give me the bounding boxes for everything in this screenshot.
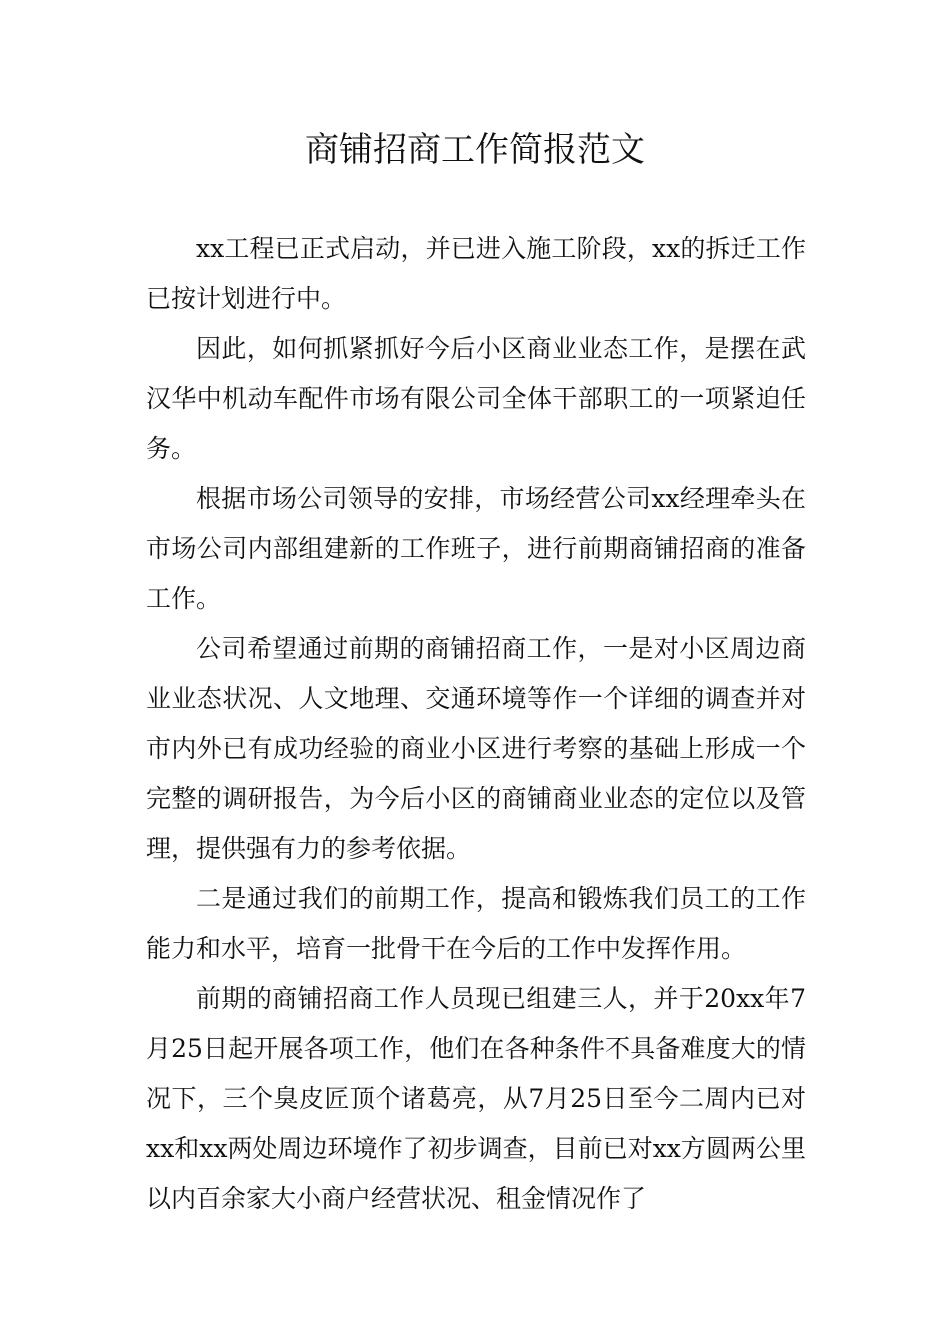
paragraph-6: 前期的商铺招商工作人员现已组建三人，并于20xx年7月25日起开展各项工作，他们在各种条件不具备难度大的情况下，三个臭皮匠顶个诸葛亮，从7月25日至今二周内已对xx和xx两处周边环境作了初步调查，目前已对xx方圆两公里以内百余家大小商户经营状况、租金情况作了: [146, 984, 806, 1213]
paragraph-1: xx工程已正式启动，并已进入施工阶段，xx的拆迁工作已按计划进行中。: [146, 234, 806, 313]
paragraph-2: 因此，如何抓紧抓好今后小区商业业态工作，是摆在武汉华中机动车配件市场有限公司全体干部职工的一项紧迫任务。: [146, 334, 806, 463]
paragraph-4: 公司希望通过前期的商铺招商工作，一是对小区周边商业业态状况、人文地理、交通环境等作一个详细的调查并对市内外已有成功经验的商业小区进行考察的基础上形成一个完整的调研报告，为今后小区的商铺商业业态的定位以及管理，提供强有力的参考依据。: [146, 634, 806, 863]
document-title: 商铺招商工作简报范文: [305, 130, 645, 170]
paragraph-5: 二是通过我们的前期工作，提高和锻炼我们员工的工作能力和水平，培育一批骨干在今后的工作中发挥作用。: [146, 884, 806, 963]
document-body: [146, 224, 806, 1224]
paragraph-3: 根据市场公司领导的安排，市场经营公司xx经理牵头在市场公司内部组建新的工作班子，进行前期商铺招商的准备工作。: [146, 484, 806, 613]
